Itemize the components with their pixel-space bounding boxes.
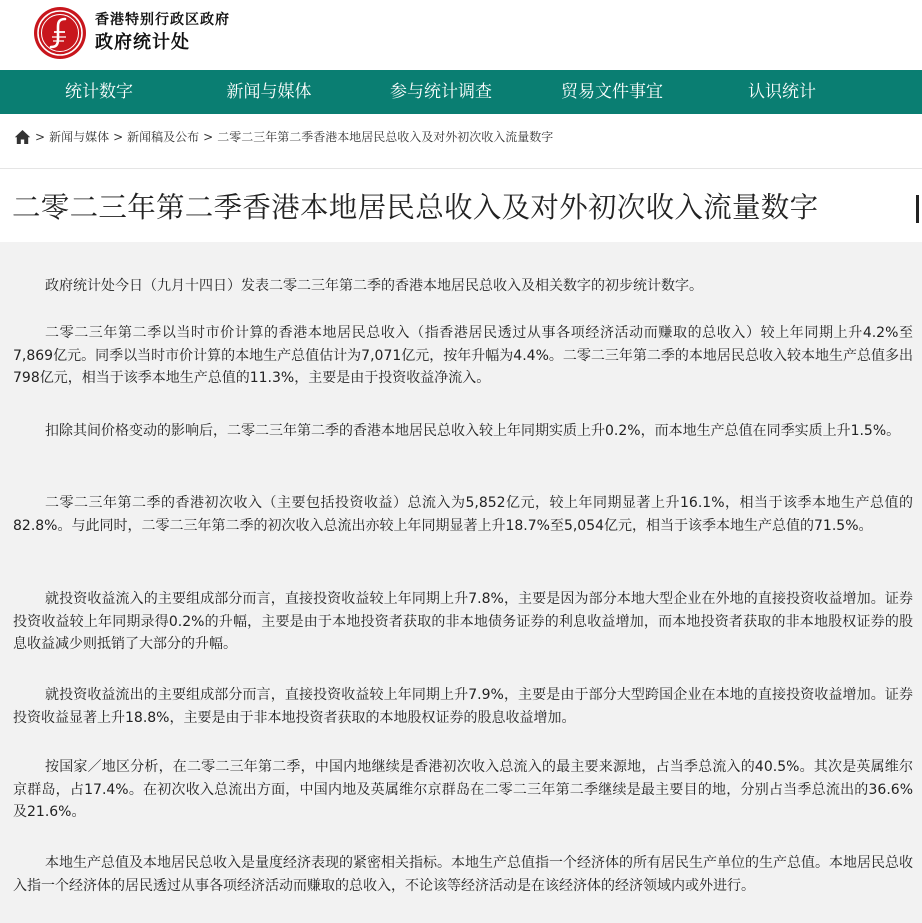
- breadcrumb-news-media[interactable]: 新闻与媒体: [49, 130, 110, 144]
- breadcrumb-press-releases[interactable]: 新闻稿及公布: [127, 130, 200, 144]
- paragraph-8: 本地生产总值及本地居民总收入是量度经济表现的紧密相关指标。本地生产总值指一个经济体的所有居民生产单位的生产总值。本地居民总收入指一个经济体的居民透过从事各项经济活动而赚取的总收入，不论该等经济活动是在该经济体的经济领域内或外进行。: [13, 855, 913, 894]
- organisation-name[interactable]: [95, 11, 230, 56]
- paragraph-5: 就投资收益流入的主要组成部分而言，直接投资收益较上年同期上升7.8%，主要是因为部分本地大型企业在外地的直接投资收益增加。证券投资收益较上年同期录得0.2%的升幅，主要是由于本地投资者获取的非本地债务证券的利息收益增加，而本地投资者获取的非本地股权证券的股息收益减少则抵销了大部分的升幅。: [13, 591, 913, 653]
- nav-understand-statistics[interactable]: 认识统计: [748, 82, 816, 102]
- site-header: [0, 0, 922, 70]
- census-statistics-logo[interactable]: [34, 7, 86, 59]
- paragraph-4: 二零二三年第二季的香港初次收入（主要包括投资收益）总流入为5,852亿元，较上年同期显著上升16.1%，相当于该季本地生产总值的82.8%。与此同时，二零二三年第二季的初次收入总流出亦较上年同期显著上升18.7%至5,054亿元，相当于该季本地生产总值的71.5%。: [13, 495, 913, 534]
- paragraph-1: 政府统计处今日（九月十四日）发表二零二三年第二季的香港本地居民总收入及相关数字的初步统计数字。: [45, 278, 703, 294]
- breadcrumb-separator: >: [113, 129, 124, 144]
- breadcrumb-current: 二零二三年第二季香港本地居民总收入及对外初次收入流量数字: [217, 130, 554, 144]
- breadcrumb: [14, 128, 553, 145]
- paragraph-6: 就投资收益流出的主要组成部分而言，直接投资收益较上年同期上升7.9%，主要是由于部分大型跨国企业在本地的直接投资收益增加。证券投资收益显著上升18.8%，主要是由于非本地投资者获取的本地股权证券的股息收益增加。: [13, 687, 913, 726]
- paragraph-2: 二零二三年第二季以当时市价计算的香港本地居民总收入（指香港居民透过从事各项经济活动而赚取的总收入）较上年同期上升4.2%至7,869亿元。同季以当时市价计算的本地生产总值估计为7,071亿元，按年升幅为4.4%。二零二三年第二季的本地居民总收入较本地生产总值多出798亿元，相当于该季本地生产总值的11.3%，主要是由于投资收益净流入。: [13, 325, 913, 387]
- press-release-body: [0, 242, 922, 923]
- title-divider: [916, 195, 919, 223]
- org-line-2: 政府统计处: [95, 32, 190, 53]
- paragraph-3: 扣除其间价格变动的影响后，二零二三年第二季的香港本地居民总收入较上年同期实质上升0.2%，而本地生产总值在同季实质上升1.5%。: [45, 423, 901, 439]
- nav-statistics[interactable]: 统计数字: [65, 82, 133, 102]
- page-title: 二零二三年第二季香港本地居民总收入及对外初次收入流量数字: [12, 191, 819, 224]
- nav-trade-documentation[interactable]: 贸易文件事宜: [561, 82, 663, 102]
- home-icon[interactable]: [14, 129, 31, 145]
- nav-news-media[interactable]: 新闻与媒体: [226, 82, 312, 102]
- paragraph-7: 按国家／地区分析，在二零二三年第二季，中国内地继续是香港初次收入总流入的最主要来源地，占当季总流入的40.5%。其次是英属维尔京群岛，占17.4%。在初次收入总流出方面，中国内地及英属维尔京群岛在二零二三年第二季继续是最主要目的地，分别占当季总流出的36.6%及21.6%。: [13, 759, 913, 821]
- breadcrumb-separator: >: [203, 129, 214, 144]
- main-navigation: [0, 70, 922, 114]
- breadcrumb-separator: >: [35, 129, 46, 144]
- org-line-1: 香港特别行政区政府: [95, 12, 230, 28]
- nav-participate-surveys[interactable]: 参与统计调查: [390, 82, 492, 102]
- title-bar: [0, 168, 922, 243]
